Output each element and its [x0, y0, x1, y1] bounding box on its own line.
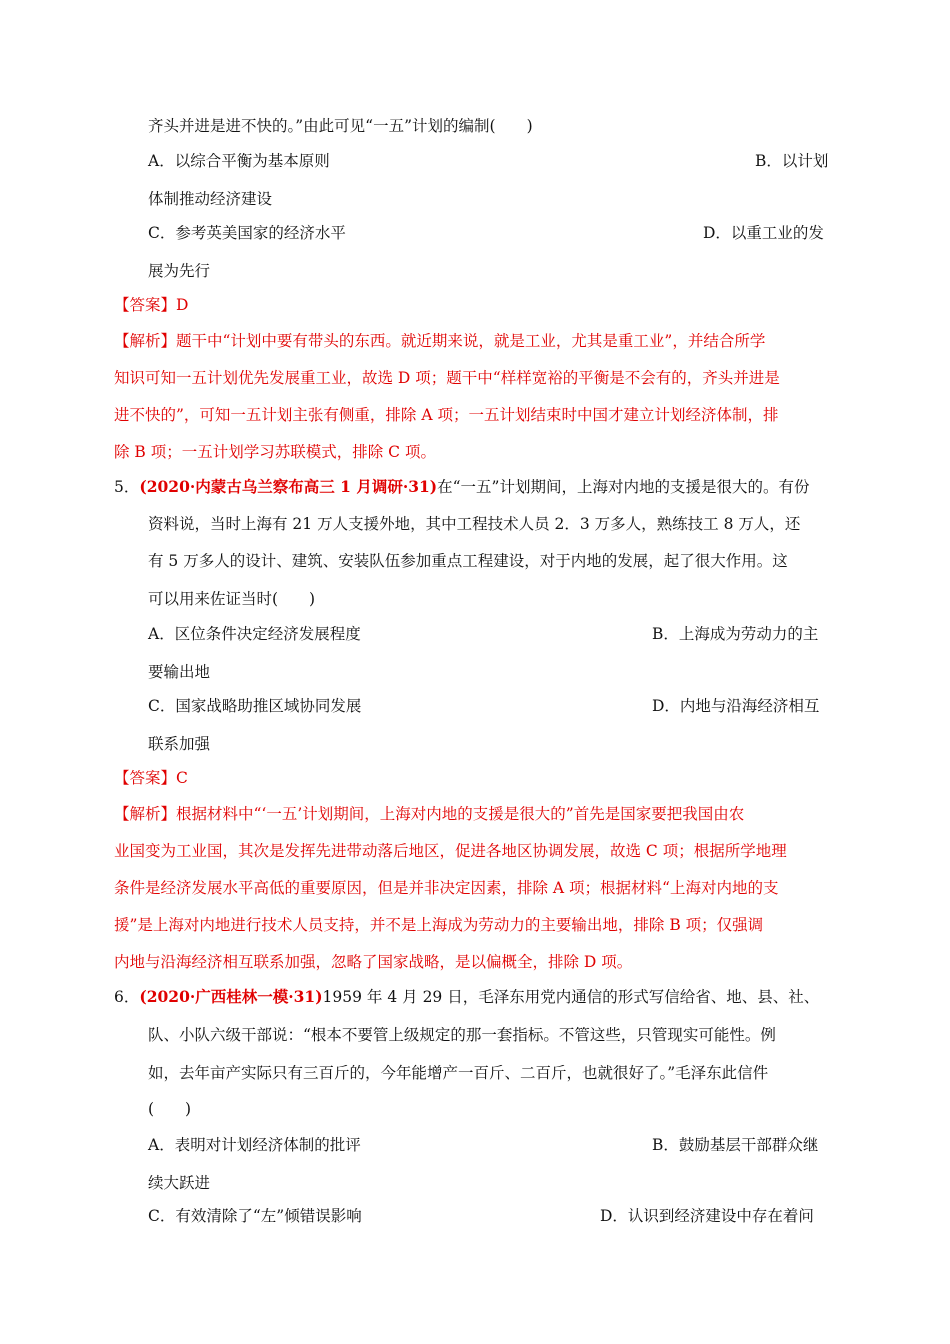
q6-option-b-cont: 续大跃进: [148, 1174, 211, 1192]
q5-stem: 有 5 万多人的设计、建筑、安装队伍参加重点工程建设，对于内地的发展，起了很大作用。这: [148, 552, 788, 570]
q6-option-d: D．认识到经济建设中存在着问: [600, 1207, 814, 1225]
q4-option-b-cont: 体制推动经济建设: [148, 190, 273, 208]
q4-option-a: A．以综合平衡为基本原则: [148, 152, 330, 170]
q5-analysis: 【解析】根据材料中“‘一五’计划期间，上海对内地的支援是很大的”首先是国家要把我国由农: [114, 805, 745, 823]
q6-option-c: C．有效清除了“左”倾错误影响: [148, 1207, 362, 1225]
q5-analysis: 业国变为工业国，其次是发挥先进带动落后地区，促进各地区协调发展，故选 C 项；根据所学地理: [114, 842, 787, 860]
q5-analysis: 内地与沿海经济相互联系加强，忽略了国家战略，是以偏概全，排除 D 项。: [114, 953, 633, 971]
q6-option-a: A．表明对计划经济体制的批评: [148, 1136, 361, 1154]
q5-number: 5．: [114, 478, 140, 496]
q6-stem: 1959 年 4 月 29 日，毛泽东用党内通信的形式写信给省、地、县、社、: [322, 988, 820, 1006]
q5-answer: 【答案】C: [114, 769, 188, 787]
q4-option-d-cont: 展为先行: [148, 262, 211, 280]
q5-header: [114, 477, 809, 497]
q6-stem: 队、小队六级干部说：“根本不要管上级规定的那一套指标。不管这些，只管现实可能性。例: [148, 1026, 776, 1044]
q5-analysis: 援”是上海对内地进行技术人员支持，并不是上海成为劳动力的主要输出地，排除 B 项；仅强调: [114, 916, 764, 934]
q4-analysis: 除 B 项；一五计划学习苏联模式，排除 C 项。: [114, 443, 436, 461]
q5-source: (2020·内蒙古乌兰察布高三 1 月调研·31): [139, 477, 438, 496]
q4-stem: 齐头并进是进不快的。”由此可见“一五”计划的编制( ): [148, 117, 533, 135]
q4-option-c: C．参考英美国家的经济水平: [148, 224, 346, 242]
q4-analysis: 知识可知一五计划优先发展重工业，故选 D 项；题干中“样样宽裕的平衡是不会有的，齐头并进是: [114, 369, 780, 387]
q5-analysis: 条件是经济发展水平高低的重要原因，但是并非决定因素，排除 A 项；根据材料“上海对内地的支: [114, 879, 779, 897]
q6-source: (2020·广西桂林一模·31): [139, 987, 323, 1006]
q5-stem: 在“一五”计划期间，上海对内地的支援是很大的。有份: [437, 478, 810, 496]
q5-stem: 可以用来佐证当时( ): [148, 590, 316, 608]
q5-option-b-cont: 要输出地: [148, 663, 211, 681]
q5-option-d: D．内地与沿海经济相互: [652, 697, 820, 715]
q4-answer: 【答案】D: [114, 296, 189, 314]
q6-number: 6．: [114, 988, 140, 1006]
q4-option-b: B．以计划: [755, 152, 829, 170]
q4-option-d: D．以重工业的发: [703, 224, 824, 242]
q6-stem: ( ): [148, 1100, 192, 1118]
q4-analysis: 进不快的”，可知一五计划主张有侧重，排除 A 项；一五计划结束时中国才建立计划经济体制，排: [114, 406, 779, 424]
q6-stem: 如，去年亩产实际只有三百斤的，今年能增产一百斤、二百斤，也就很好了。”毛泽东此信件: [148, 1064, 769, 1082]
q5-option-c: C．国家战略助推区域协同发展: [148, 697, 362, 715]
q6-header: [114, 987, 819, 1007]
q6-option-b: B．鼓励基层干部群众继: [652, 1136, 819, 1154]
q5-option-a: A．区位条件决定经济发展程度: [148, 625, 361, 643]
q5-option-b: B．上海成为劳动力的主: [652, 625, 819, 643]
q5-option-d-cont: 联系加强: [148, 735, 211, 753]
q5-stem: 资料说，当时上海有 21 万人支援外地，其中工程技术人员 2．3 万多人，熟练技工 8 万人，还: [148, 515, 801, 533]
q4-analysis: 【解析】题干中“计划中要有带头的东西。就近期来说，就是工业，尤其是重工业”，并结合所学: [114, 332, 766, 350]
